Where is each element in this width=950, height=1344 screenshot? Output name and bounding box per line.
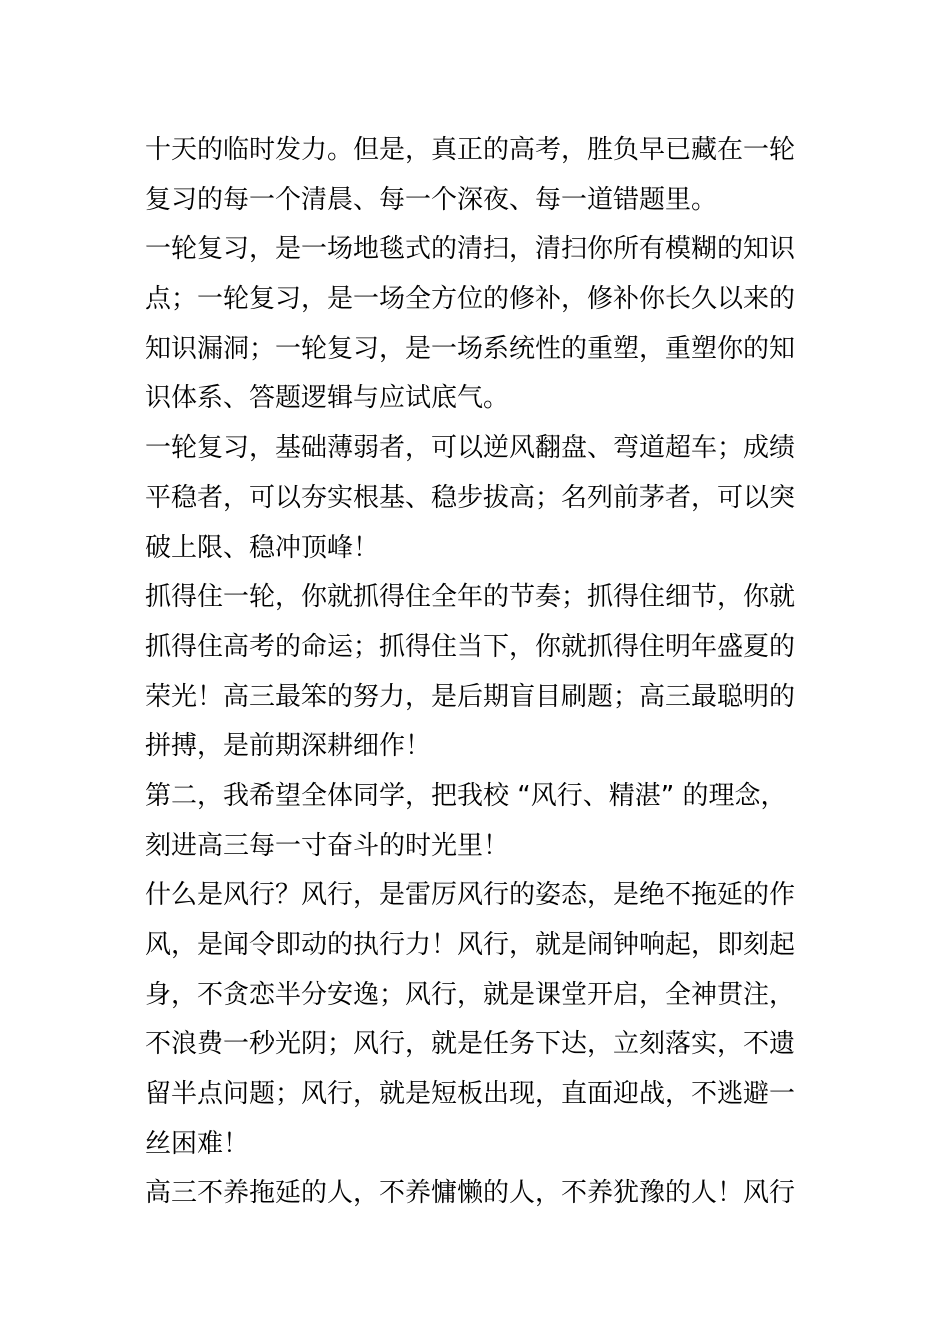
- text-line: 不浪费一秒光阴；风行，就是任务下达，立刻落实，不遗: [145, 1029, 796, 1060]
- text-line: 丝困难！: [145, 1128, 250, 1159]
- text-line: 复习的每一个清晨、每一个深夜、每一道错题里。: [145, 184, 718, 215]
- text-line: 识体系、答题逻辑与应试底气。: [145, 383, 510, 414]
- text-line: 破上限、稳冲顶峰！: [145, 532, 380, 563]
- body-text: [145, 126, 810, 1219]
- text-line: 荣光！高三最笨的努力，是后期盲目刷题；高三最聪明的: [145, 681, 796, 712]
- text-line: 留半点问题；风行，就是短板出现，直面迎战，不逃避一: [145, 1079, 796, 1110]
- text-line: 第二，我希望全体同学，把我校 “风行、精湛” 的理念，: [145, 780, 787, 811]
- text-line: 平稳者，可以夯实根基、稳步拔高；名列前茅者，可以突: [145, 482, 796, 513]
- text-line: 抓得住高考的命运；抓得住当下，你就抓得住明年盛夏的: [145, 631, 796, 662]
- text-line: 点；一轮复习，是一场全方位的修补，修补你长久以来的: [145, 284, 796, 315]
- text-line: 抓得住一轮，你就抓得住全年的节奏；抓得住细节，你就: [145, 582, 796, 613]
- text-line: 高三不养拖延的人，不养慵懒的人，不养犹豫的人！风行: [145, 1178, 796, 1209]
- text-line: 十天的临时发力。但是，真正的高考，胜负早已藏在一轮: [145, 135, 796, 165]
- text-line: 身，不贪恋半分安逸；风行，就是课堂开启，全神贯注，: [145, 979, 796, 1010]
- text-line: 什么是风行？风行，是雷厉风行的姿态，是绝不拖延的作: [145, 880, 796, 911]
- text-line: 一轮复习，是一场地毯式的清扫，清扫你所有模糊的知识: [145, 234, 796, 265]
- text-line: 知识漏洞；一轮复习，是一场系统性的重塑，重塑你的知: [145, 333, 796, 364]
- text-line: 刻进高三每一寸奋斗的时光里！: [145, 830, 510, 861]
- text-line: 风，是闻令即动的执行力！风行，就是闹钟响起，即刻起: [145, 930, 796, 960]
- text-line: 拼搏，是前期深耕细作！: [145, 731, 432, 762]
- text-line: 一轮复习，基础薄弱者，可以逆风翻盘、弯道超车；成绩: [145, 433, 796, 464]
